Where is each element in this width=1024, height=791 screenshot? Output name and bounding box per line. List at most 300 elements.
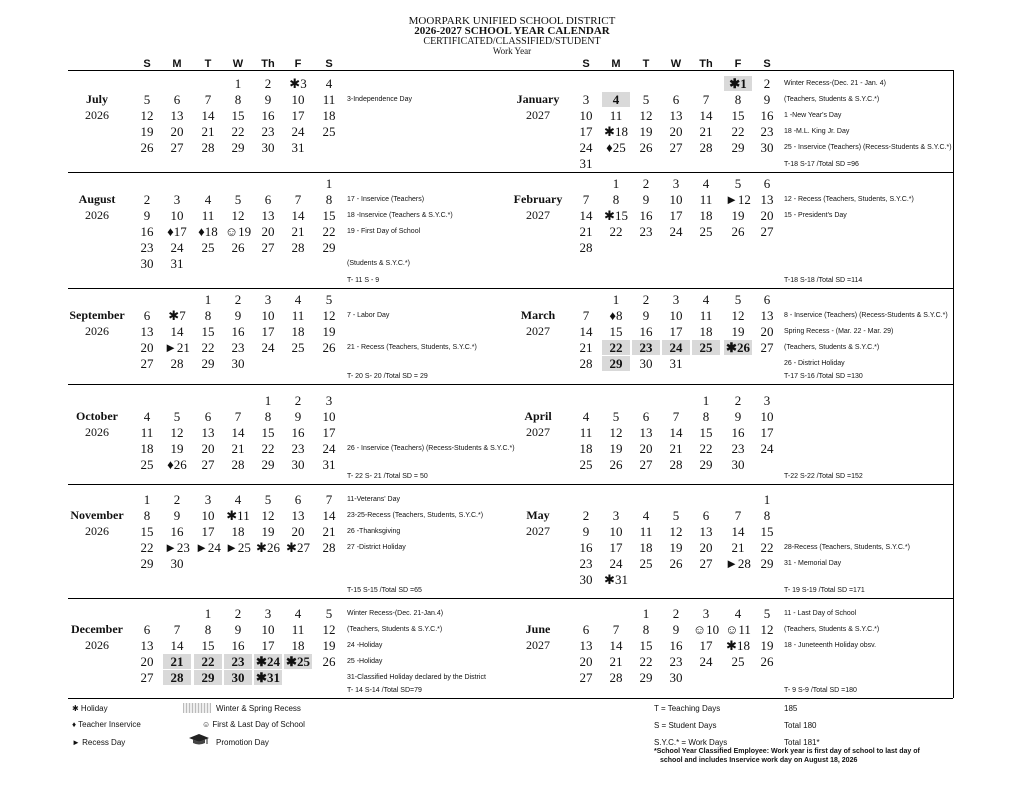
day-cell: 4	[602, 92, 630, 107]
day-cell: 12	[669, 523, 683, 539]
day-cell: 12	[170, 424, 184, 440]
day-cell: 19	[322, 323, 336, 339]
day-cell: 11	[291, 307, 305, 323]
row-separator	[68, 484, 953, 485]
calendar-subtitle: CERTIFICATED/CLASSIFIED/STUDENT	[423, 36, 601, 47]
day-cell: 28	[609, 669, 623, 685]
month-year: 2026	[85, 637, 109, 652]
day-cell: 6	[763, 176, 771, 191]
day-cell: 20	[170, 123, 184, 139]
day-cell: 12	[231, 207, 245, 223]
day-cell: 23	[579, 555, 593, 571]
day-cell: ✱27	[286, 539, 310, 555]
weekday-label: S	[582, 58, 590, 70]
day-cell: 20	[579, 653, 593, 669]
day-cell: 3	[702, 606, 710, 621]
month-name: February	[513, 191, 563, 206]
day-cell: 8	[264, 408, 272, 424]
day-cell: 25	[291, 339, 305, 355]
day-cell: 6	[204, 408, 212, 424]
month-note: (Teachers, Students & S.Y.C.*)	[784, 95, 880, 103]
day-cell: 16	[579, 539, 593, 555]
day-cell: 13	[669, 107, 683, 123]
day-cell: 6	[143, 307, 151, 323]
legend-winter-spring-recess: Winter & Spring Recess	[216, 704, 301, 713]
month-year: 2026	[85, 107, 109, 122]
month-note: 26 - Inservice (Teachers) (Recess-Students & S.Y.C.*)	[347, 444, 515, 452]
day-cell: 21	[731, 539, 745, 555]
day-cell: 30	[140, 255, 154, 271]
month-note: 11 - Last Day of School	[784, 610, 857, 617]
day-cell: 27	[201, 456, 215, 472]
day-cell: 16	[639, 207, 653, 223]
day-cell: 29	[602, 356, 630, 371]
day-cell: 30	[224, 670, 252, 685]
month-note: 18 -Inservice (Teachers & S.Y.C.*)	[347, 211, 453, 219]
day-cell: 5	[325, 292, 333, 307]
month-totals: T- 22 S- 21 /Total SD = 50	[347, 473, 428, 480]
day-cell: 2	[642, 176, 650, 191]
day-cell: 1	[612, 176, 620, 191]
day-cell: ✱11	[226, 507, 250, 523]
day-cell: 5	[734, 292, 742, 307]
day-cell: 21	[699, 123, 713, 139]
row-separator	[68, 698, 953, 699]
day-cell: ✱26	[724, 340, 752, 355]
day-cell: 12	[322, 621, 336, 637]
day-cell: 27	[170, 139, 184, 155]
day-cell: 3	[264, 292, 272, 307]
row-separator	[68, 598, 953, 599]
day-cell: 22	[731, 123, 745, 139]
day-cell: 13	[170, 107, 184, 123]
day-cell: 24	[261, 339, 275, 355]
district-name: MOORPARK UNIFIED SCHOOL DISTRICT	[408, 15, 616, 27]
month-year: 2026	[85, 323, 109, 338]
day-cell: 15	[639, 637, 653, 653]
day-cell: 10	[609, 523, 623, 539]
day-cell: 17	[609, 539, 623, 555]
month-note: 8 - Inservice (Teachers) (Recess-Students & S.Y.C.*)	[784, 311, 948, 319]
day-cell: 7	[734, 507, 742, 523]
day-cell: 4	[582, 408, 590, 424]
day-cell: 18	[291, 637, 305, 653]
month-note: 31-Classified Holiday declared by the District	[347, 673, 486, 681]
day-cell: 17	[322, 424, 336, 440]
month-year: 2027	[526, 424, 550, 439]
day-cell: 4	[702, 176, 710, 191]
day-cell: 14	[231, 424, 245, 440]
work-days-label: S.Y.C.* = Work Days	[654, 738, 728, 747]
day-cell: 8	[325, 191, 333, 207]
day-cell: 19	[322, 637, 336, 653]
day-cell: 6	[143, 621, 151, 637]
month-note: 17 - Inservice (Teachers)	[347, 195, 425, 203]
day-cell: 2	[582, 507, 590, 523]
day-cell: 12	[322, 307, 336, 323]
day-cell: 29	[201, 355, 215, 371]
month-totals: T- 19 S-19 /Total SD =171	[784, 587, 865, 594]
day-cell: 18	[699, 323, 713, 339]
day-cell: 30	[639, 355, 653, 371]
weekday-label: T	[204, 58, 212, 70]
day-cell: 22	[194, 654, 222, 669]
day-cell: ✱31	[604, 571, 628, 587]
month-year: 2027	[526, 107, 550, 122]
month-note: Winter Recess-(Dec. 21 - Jan. 4)	[784, 80, 886, 87]
day-cell: 29	[231, 139, 245, 155]
day-cell: 27	[639, 456, 653, 472]
day-cell: 14	[579, 207, 593, 223]
month-note: 24 -Holiday	[347, 641, 383, 649]
day-cell: 6	[702, 507, 710, 523]
month-note: 25 - Inservice (Teachers) (Recess-Students & S.Y.C.*)	[784, 143, 952, 151]
day-cell: 21	[291, 223, 305, 239]
day-cell: 4	[325, 76, 333, 91]
day-cell: 21	[163, 654, 191, 669]
weekday-label: M	[611, 58, 621, 70]
weekday-label: W	[670, 58, 682, 70]
day-cell: 20	[140, 339, 154, 355]
day-cell: 7	[234, 408, 242, 424]
month-note: 25 -Holiday	[347, 657, 383, 665]
day-cell: 31	[669, 355, 683, 371]
day-cell: 15	[201, 637, 215, 653]
day-cell: ♦25	[606, 139, 626, 155]
day-cell: 26	[322, 339, 336, 355]
day-cell: 20	[140, 653, 154, 669]
day-cell: ✱7	[168, 307, 186, 323]
month-note: Winter Recess-(Dec. 21-Jan.4)	[347, 610, 444, 617]
month-totals: T-18 S-18 /Total SD =114	[784, 277, 863, 284]
day-cell: 30	[579, 571, 593, 587]
day-cell: 7	[612, 621, 620, 637]
day-cell: ✱18	[726, 637, 750, 653]
day-cell: 13	[291, 507, 305, 523]
day-cell: 24	[699, 653, 713, 669]
day-cell: 27	[261, 239, 275, 255]
day-cell: 9	[642, 307, 650, 323]
day-cell: 28	[163, 670, 191, 685]
day-cell: 1	[642, 606, 650, 621]
day-cell: 7	[204, 91, 212, 107]
day-cell: 25	[579, 456, 593, 472]
legend-holiday: ✱ Holiday	[72, 704, 108, 713]
month-name: September	[69, 307, 125, 322]
day-cell: 14	[579, 323, 593, 339]
day-cell: 23	[261, 123, 275, 139]
day-cell: 27	[699, 555, 713, 571]
day-cell: 5	[763, 606, 771, 621]
legend-teacher-inservice: ♦ Teacher Inservice	[72, 720, 141, 729]
day-cell: ►24	[195, 539, 221, 555]
day-cell: 2	[294, 393, 302, 408]
month-note: 18 -M.L. King Jr. Day	[784, 127, 850, 135]
month-totals: T-15 S-15 /Total SD =65	[347, 587, 422, 594]
month-name: November	[70, 507, 124, 522]
day-cell: 10	[322, 408, 336, 424]
month-note: 23-25-Recess (Teachers, Students, S.Y.C.*)	[347, 511, 484, 519]
day-cell: 24	[579, 139, 593, 155]
day-cell: 31	[291, 139, 305, 155]
day-cell: 7	[173, 621, 181, 637]
day-cell: 21	[579, 339, 593, 355]
day-cell: 12	[261, 507, 275, 523]
day-cell: 19	[760, 637, 774, 653]
day-cell: 9	[143, 207, 151, 223]
day-cell: 3	[612, 507, 620, 523]
day-cell: 5	[612, 408, 620, 424]
day-cell: 26	[731, 223, 745, 239]
day-cell: 3	[264, 606, 272, 621]
row-separator	[68, 70, 953, 71]
day-cell: 21	[669, 440, 683, 456]
day-cell: 13	[699, 523, 713, 539]
day-cell: 18	[231, 523, 245, 539]
day-cell: 5	[234, 191, 242, 207]
day-cell: 19	[170, 440, 184, 456]
month-note: 26 -Thanksgiving	[347, 527, 401, 535]
month-name: June	[525, 621, 551, 636]
day-cell: ☺19	[224, 223, 252, 239]
day-cell: 11	[322, 91, 336, 107]
day-cell: 5	[173, 408, 181, 424]
month-note: (Students & S.Y.C.*)	[347, 259, 410, 267]
day-cell: 8	[642, 621, 650, 637]
day-cell: 17	[261, 637, 275, 653]
day-cell: 11	[579, 424, 593, 440]
day-cell: 14	[291, 207, 305, 223]
day-cell: 17	[201, 523, 215, 539]
day-cell: 13	[261, 207, 275, 223]
month-totals: T-17 S-16 /Total SD =130	[784, 373, 863, 380]
weekday-label: T	[642, 58, 650, 70]
day-cell: ►21	[164, 339, 190, 355]
month-note: 31 - Memorial Day	[784, 559, 842, 567]
day-cell: 19	[140, 123, 154, 139]
row-separator	[68, 172, 953, 173]
day-cell: 20	[699, 539, 713, 555]
day-cell: 1	[612, 292, 620, 307]
day-cell: 14	[170, 637, 184, 653]
day-cell: 18	[699, 207, 713, 223]
weekday-label: S	[143, 58, 151, 70]
month-note: 1 -New Year's Day	[784, 111, 842, 119]
day-cell: ☺11	[725, 621, 751, 637]
day-cell: ✱26	[256, 539, 280, 555]
month-note: 19 - First Day of School	[347, 227, 421, 235]
day-cell: 4	[143, 408, 151, 424]
day-cell: 2	[763, 76, 771, 91]
day-cell: 23	[760, 123, 774, 139]
day-cell: 28	[669, 456, 683, 472]
day-cell: 9	[234, 621, 242, 637]
day-cell: 22	[602, 340, 630, 355]
day-cell: 9	[234, 307, 242, 323]
day-cell: 8	[734, 91, 742, 107]
day-cell: 20	[291, 523, 305, 539]
day-cell: 6	[173, 91, 181, 107]
month-year: 2027	[526, 523, 550, 538]
day-cell: 16	[669, 637, 683, 653]
day-cell: 14	[322, 507, 336, 523]
day-cell: 25	[731, 653, 745, 669]
month-note: 27 -District Holiday	[347, 543, 406, 551]
day-cell: 17	[291, 107, 305, 123]
day-cell: 3	[672, 292, 680, 307]
day-cell: ✱1	[724, 76, 752, 91]
day-cell: 26	[231, 239, 245, 255]
day-cell: 23	[632, 340, 660, 355]
day-cell: 28	[291, 239, 305, 255]
day-cell: 2	[734, 393, 742, 408]
day-cell: 7	[582, 307, 590, 323]
day-cell: 16	[291, 424, 305, 440]
day-cell: 10	[170, 207, 184, 223]
day-cell: 14	[170, 323, 184, 339]
day-cell: 14	[201, 107, 215, 123]
day-cell: 1	[143, 492, 151, 507]
student-days-value: Total 180	[784, 721, 817, 730]
day-cell: 9	[173, 507, 181, 523]
day-cell: ►23	[164, 539, 190, 555]
day-cell: 29	[261, 456, 275, 472]
day-cell: 1	[763, 492, 771, 507]
day-cell: 23	[639, 223, 653, 239]
day-cell: 8	[612, 191, 620, 207]
month-name: March	[520, 307, 556, 322]
weekday-label: F	[734, 58, 742, 70]
day-cell: 2	[234, 292, 242, 307]
day-cell: ✱15	[604, 207, 628, 223]
weekday-label: Th	[261, 58, 275, 70]
day-cell: 13	[639, 424, 653, 440]
day-cell: 18	[579, 440, 593, 456]
day-cell: 13	[201, 424, 215, 440]
day-cell: 30	[669, 669, 683, 685]
day-cell: 20	[760, 323, 774, 339]
day-cell: 14	[699, 107, 713, 123]
day-cell: 1	[204, 292, 212, 307]
day-cell: 2	[672, 606, 680, 621]
day-cell: 16	[231, 637, 245, 653]
day-cell: 29	[731, 139, 745, 155]
weekday-label: S	[325, 58, 333, 70]
legend-promotion-day: Promotion Day	[216, 738, 269, 747]
day-cell: 22	[699, 440, 713, 456]
day-cell: 26	[140, 139, 154, 155]
day-cell: 9	[734, 408, 742, 424]
month-year: 2027	[526, 637, 550, 652]
day-cell: 15	[609, 323, 623, 339]
day-cell: 21	[579, 223, 593, 239]
month-note: 28-Recess (Teachers, Students, S.Y.C.*)	[784, 543, 910, 551]
day-cell: 19	[731, 323, 745, 339]
day-cell: 17	[669, 207, 683, 223]
weekday-label: F	[294, 58, 302, 70]
day-cell: 27	[669, 139, 683, 155]
month-year: 2027	[526, 323, 550, 338]
day-cell: 4	[204, 191, 212, 207]
day-cell: 6	[294, 492, 302, 507]
day-cell: 19	[731, 207, 745, 223]
day-cell: 7	[325, 492, 333, 507]
day-cell: 20	[669, 123, 683, 139]
day-cell: 29	[639, 669, 653, 685]
day-cell: 14	[669, 424, 683, 440]
day-cell: 3	[763, 393, 771, 408]
day-cell: ♦26	[167, 456, 187, 472]
day-cell: ✱24	[254, 654, 282, 669]
day-cell: 13	[140, 637, 154, 653]
month-year: 2026	[85, 523, 109, 538]
day-cell: 29	[194, 670, 222, 685]
day-cell: 5	[672, 507, 680, 523]
day-cell: 1	[234, 76, 242, 91]
day-cell: 19	[669, 539, 683, 555]
day-cell: 10	[579, 107, 593, 123]
day-cell: 15	[261, 424, 275, 440]
day-cell: 22	[322, 223, 336, 239]
day-cell: 15	[322, 207, 336, 223]
day-cell: 14	[731, 523, 745, 539]
day-cell: 28	[579, 355, 593, 371]
day-cell: ✱31	[254, 670, 282, 685]
day-cell: 15	[140, 523, 154, 539]
day-cell: 26	[639, 139, 653, 155]
day-cell: 28	[231, 456, 245, 472]
month-name: December	[71, 621, 123, 636]
work-days-value: Total 181*	[784, 738, 820, 747]
day-cell: 2	[173, 492, 181, 507]
day-cell: 22	[231, 123, 245, 139]
month-totals: T- 9 S-9 /Total SD =180	[784, 687, 857, 694]
day-cell: 3	[173, 191, 181, 207]
recess-swatch	[183, 703, 211, 713]
day-cell: 2	[234, 606, 242, 621]
day-cell: 8	[234, 91, 242, 107]
day-cell: 13	[760, 191, 774, 207]
day-cell: 26	[322, 653, 336, 669]
day-cell: 28	[699, 139, 713, 155]
day-cell: 6	[763, 292, 771, 307]
day-cell: 4	[734, 606, 742, 621]
day-cell: 10	[201, 507, 215, 523]
month-totals: T-22 S-22 /Total SD =152	[784, 473, 863, 480]
day-cell: 23	[224, 654, 252, 669]
day-cell: 11	[639, 523, 653, 539]
day-cell: 24	[669, 223, 683, 239]
day-cell: 23	[140, 239, 154, 255]
month-totals: T- 11 S - 9	[347, 277, 380, 284]
day-cell: 5	[325, 606, 333, 621]
month-year: 2027	[526, 207, 550, 222]
day-cell: 26	[760, 653, 774, 669]
day-cell: 16	[760, 107, 774, 123]
legend-first-last-day: ☺ First & Last Day of School	[202, 720, 305, 729]
day-cell: 9	[294, 408, 302, 424]
day-cell: 5	[264, 492, 272, 507]
day-cell: 27	[760, 223, 774, 239]
day-cell: 25	[699, 223, 713, 239]
day-cell: ♦8	[609, 307, 623, 323]
student-days-label: S = Student Days	[654, 721, 717, 730]
day-cell: 17	[760, 424, 774, 440]
month-name: January	[516, 91, 560, 106]
day-cell: 29	[699, 456, 713, 472]
day-cell: 28	[322, 539, 336, 555]
month-totals: T-18 S-17 /Total SD =96	[784, 161, 859, 168]
